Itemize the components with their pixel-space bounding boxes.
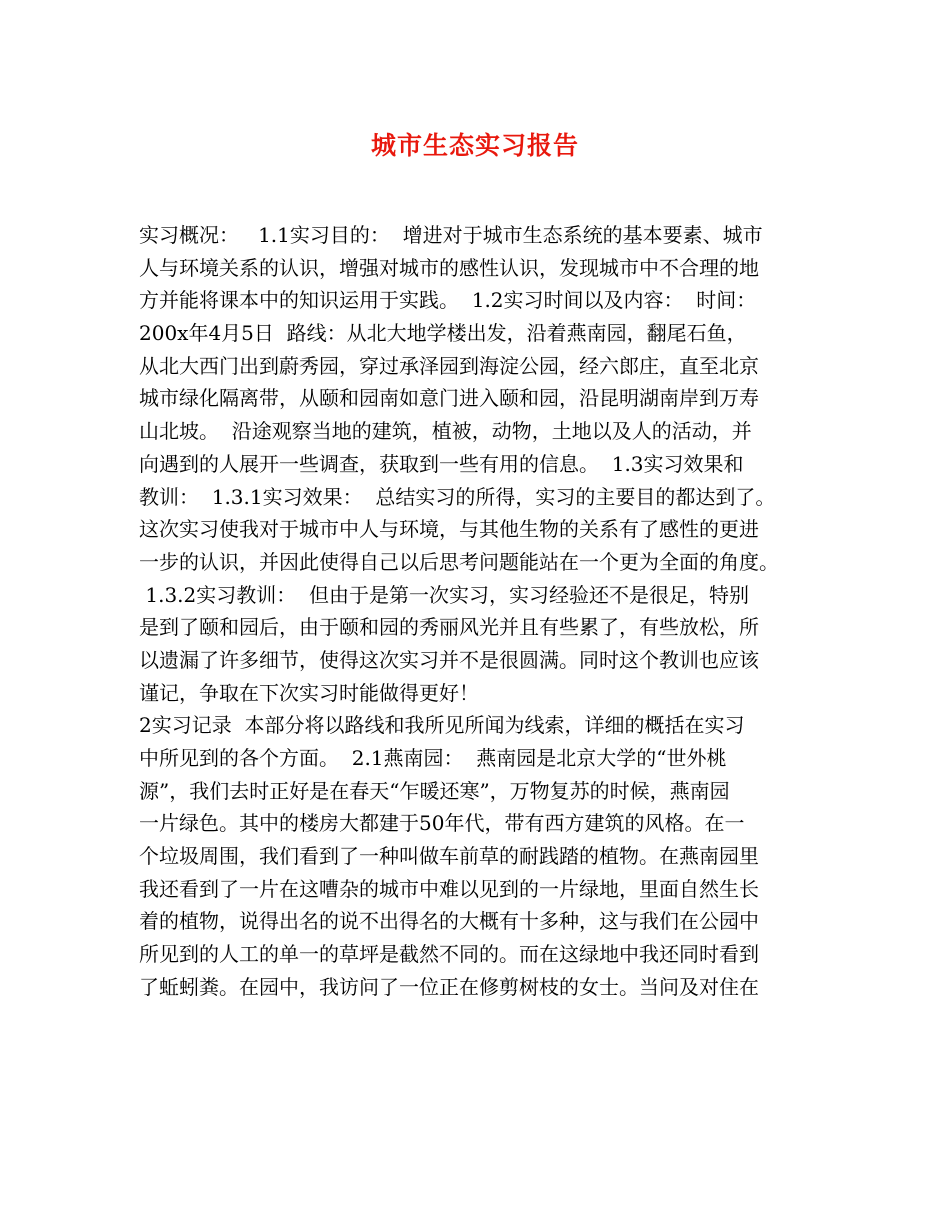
text-line: 山北坡。 沿途观察当地的建筑，植被，动物，土地以及人的活动，并 <box>139 419 752 444</box>
text-line: 教训： 1.3.1实习效果： 总结实习的所得，实习的主要目的都达到了。 <box>139 484 776 509</box>
text-line: 个垃圾周围，我们看到了一种叫做车前草的耐践踏的植物。在燕南园里 <box>139 844 759 869</box>
text-line: 人与环境关系的认识，增强对城市的感性认识，发现城市中不合理的地 <box>139 255 759 280</box>
text-line: 1.3.2实习教训： 但由于是第一次实习，实习经验还不是很足，特别 <box>139 582 749 607</box>
document-title: 城市生态实习报告 <box>370 131 579 160</box>
text-line: 所见到的人工的单一的草坪是截然不同的。而在这绿地中我还同时看到 <box>139 942 759 967</box>
text-line: 一片绿色。其中的楼房大都建于50年代，带有西方建筑的风格。在一 <box>139 811 745 836</box>
text-line: 我还看到了一片在这嘈杂的城市中难以见到的一片绿地，里面自然生长 <box>139 876 759 901</box>
text-line: 中所见到的各个方面。 2.1燕南园： 燕南园是北京大学的“世外桃 <box>139 746 727 770</box>
text-line: 着的植物，说得出名的说不出得名的大概有十多种，这与我们在公园中 <box>139 909 759 934</box>
text-line: 实习概况： 1.1实习目的： 增进对于城市生态系统的基本要素、城市 <box>139 223 763 247</box>
text-line: 谨记，争取在下次实习时能做得更好！ <box>139 680 479 705</box>
text-line: 了蚯蚓粪。在园中，我访问了一位正在修剪树枝的女士。当问及对住在 <box>139 974 759 999</box>
text-line: 城市绿化隔离带，从颐和园南如意门进入颐和园，沿昆明湖南岸到万寿 <box>139 386 759 411</box>
text-line: 向遇到的人展开一些调查，获取到一些有用的信息。 1.3实习效果和 <box>139 451 744 476</box>
text-line: 以遗漏了许多细节，使得这次实习并不是很圆满。同时这个教训也应该 <box>139 647 759 672</box>
text-line: 是到了颐和园后，由于颐和园的秀丽风光并且有些累了，有些放松，所 <box>139 615 759 640</box>
document-body <box>139 219 819 1004</box>
text-line: 方并能将课本中的知识运用于实践。 1.2实习时间以及内容： 时间： <box>139 288 757 313</box>
text-line: 200x年4月5日 路线：从北大地学楼出发，沿着燕南园，翻尾石鱼， <box>139 321 747 346</box>
text-line: 源”，我们去时正好是在春天“乍暖还寒”，万物复苏的时候，燕南园 <box>139 778 730 803</box>
text-line: 从北大西门出到蔚秀园，穿过承泽园到海淀公园，经六郎庄，直至北京 <box>139 353 759 378</box>
text-line: 2实习记录 本部分将以路线和我所见所闻为线索，详细的概括在实习 <box>139 713 745 738</box>
text-line: 这次实习使我对于城市中人与环境，与其他生物的关系有了感性的更进 <box>139 517 759 542</box>
text-line: 一步的认识，并因此使得自己以后思考问题能站在一个更为全面的角度。 <box>139 549 779 574</box>
